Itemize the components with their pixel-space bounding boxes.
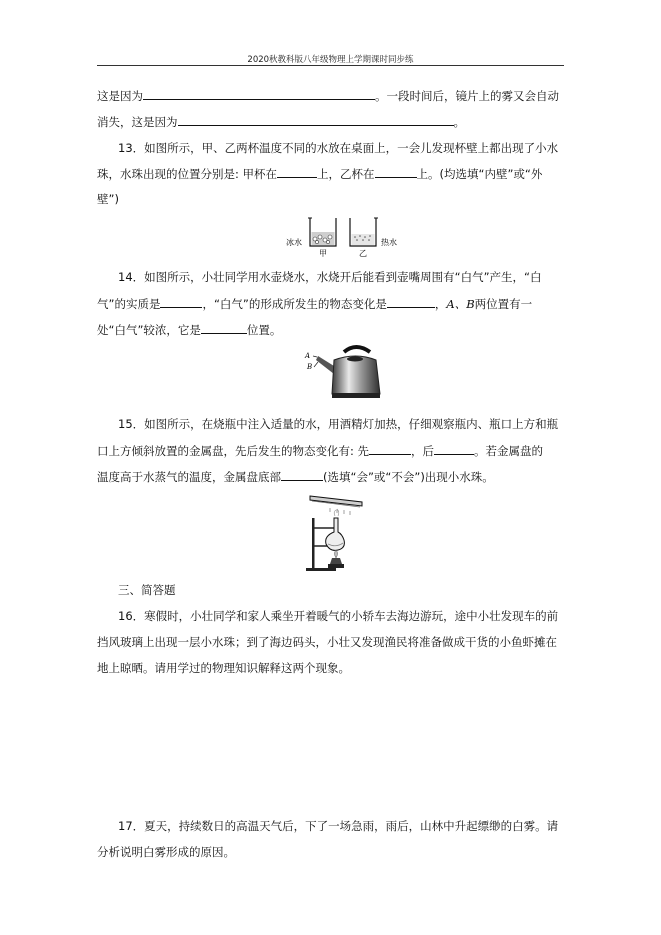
- page-header: 2020秋教科版八年级物理上学期课时同步练: [247, 55, 414, 65]
- label-cup-a: 甲: [319, 249, 327, 258]
- q12-line-1: 这是因为 。一段时间后，镜片上的雾又会自动: [97, 89, 559, 103]
- answer-blank[interactable]: [375, 166, 417, 178]
- label-cup-b: 乙: [359, 249, 367, 258]
- beakers-illustration: [286, 212, 406, 258]
- answer-blank[interactable]: [277, 166, 317, 178]
- flask-illustration: [300, 490, 372, 574]
- answer-blank[interactable]: [434, 443, 474, 455]
- q16-line-1: 16．寒假时，小壮同学和家人乘坐开着暖气的小轿车去海边游玩，途中小壮发现车的前: [118, 609, 559, 623]
- label-position-a: A: [305, 352, 311, 360]
- q13-line-3: 壁”): [97, 192, 119, 206]
- q14-line-3: 处“白气”较浓，它是 位置。: [97, 323, 282, 337]
- answer-blank[interactable]: [201, 322, 247, 334]
- answer-blank[interactable]: [387, 296, 435, 308]
- section-title: 三、简答题: [118, 583, 176, 597]
- q14-line-1: 14．如图所示，小壮同学用水壶烧水，水烧开后能看到壶嘴周围有“白气”产生，“白: [118, 270, 542, 284]
- q13-line-1: 13．如图所示，甲、乙两杯温度不同的水放在桌面上，一会儿发现杯壁上都出现了小水: [118, 141, 559, 155]
- flask-figure: [300, 490, 372, 574]
- header-divider: [97, 65, 564, 66]
- answer-blank[interactable]: [143, 88, 375, 100]
- answer-blank[interactable]: [369, 443, 411, 455]
- answer-blank[interactable]: [178, 114, 454, 126]
- kettle-figure: [304, 342, 384, 402]
- kettle-illustration: [304, 342, 384, 402]
- q15-line-2: 口上方倾斜放置的金属盘，先后发生的物态变化有: 先 ，后 。若金属盘的: [97, 444, 544, 458]
- q16-line-3: 地上晾晒。请用学过的物理知识解释这两个现象。: [97, 661, 350, 675]
- beakers-figure: [286, 212, 406, 258]
- answer-blank[interactable]: [160, 296, 202, 308]
- q13-line-2: 珠，水珠出现的位置分别是: 甲杯在 上，乙杯在 上。(均选填“内壁”或“外: [97, 167, 543, 181]
- q12-line-2: 消失，这是因为 。: [97, 115, 465, 129]
- label-position-b: B: [307, 363, 313, 371]
- q15-line-1: 15．如图所示，在烧瓶中注入适量的水，用酒精灯加热，仔细观察瓶内、瓶口上方和瓶: [118, 417, 559, 431]
- q17-line-2: 分析说明白雾形成的原因。: [97, 845, 235, 859]
- label-ice-water: 冰水: [286, 238, 302, 247]
- q17-line-1: 17．夏天，持续数日的高温天气后，下了一场急雨，雨后，山林中升起缥缈的白雾。请: [118, 819, 559, 833]
- answer-blank[interactable]: [281, 469, 323, 481]
- q16-line-2: 挡风玻璃上出现一层小水珠；到了海边码头，小壮又发现渔民将准备做成干货的小鱼虾摊在: [97, 635, 557, 649]
- q14-line-2: 气”的实质是 ，“白气”的形成所发生的物态变化是 ，A、B两位置有一: [97, 297, 533, 311]
- q15-line-3: 温度高于水蒸气的温度，金属盘底部 (选填“会”或“不会”)出现小水珠。: [97, 470, 494, 484]
- label-hot-water: 热水: [381, 238, 397, 247]
